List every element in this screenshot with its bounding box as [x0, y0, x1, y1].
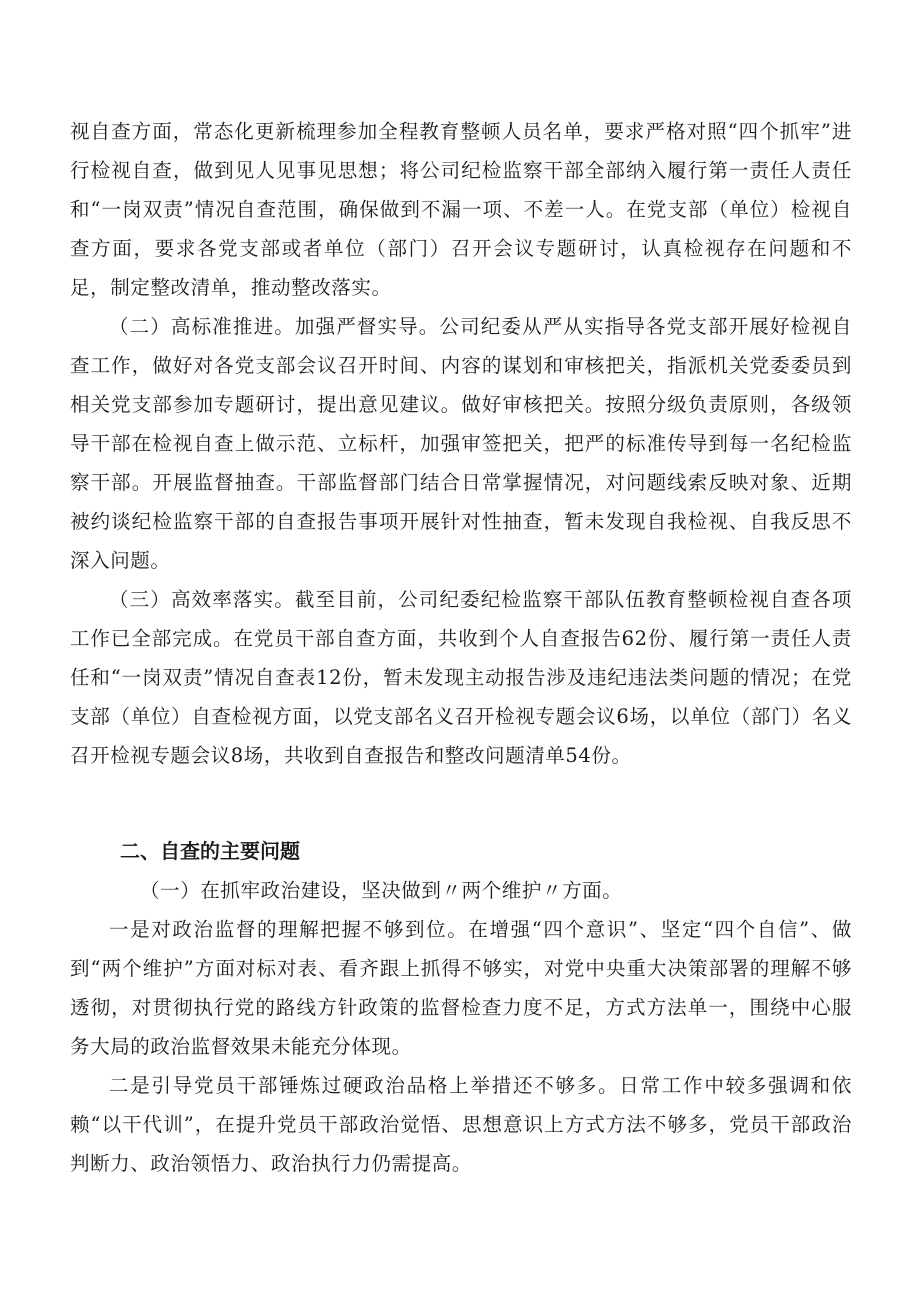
paragraph-political-supervision: 一是对政治监督的理解把握不够到位。在增强“四个意识”、坚定“四个自信”、做到“两个维护”方面对标对表、看齐跟上抓得不够实，对党中央重大决策部署的理解不够透彻，对贯彻执行党的路线方针政策的监督检查力度不足，方式方法单一，围绕中心服务大局的政治监督效果未能充分体现。 — [70, 918, 852, 1058]
section-heading-main-problems: 二、自查的主要问题 — [120, 839, 300, 863]
paragraph-self-inspection: 视自查方面，常态化更新梳理参加全程教育整顿人员名单，要求严格对照“四个抓牢”进行检视自查，做到见人见事见思想；将公司纪检监察干部全部纳入履行第一责任人责任和“一岗双责”情况自查范围，确保做到不漏一项、不差一人。在党支部（单位）检视自查方面，要求各党支部或者单位（部门）召开会议专题研讨，认真检视存在问题和不足，制定整改清单，推动整改落实。 — [70, 120, 852, 299]
paragraph-high-efficiency: （三）高效率落实。截至目前，公司纪委纪检监察干部队伍教育整顿检视自查各项工作已全部完成。在党员干部自查方面，共收到个人自查报告62份、履行第一责任人责任和“一岗双责”情况自查表12份，暂未发现主动报告涉及违纪违法类问题的情况；在党支部（单位）自查检视方面，以党支部名义召开检视专题会议6场，以单位（部门）名义召开检视专题会议8场，共收到自查报告和整改问题清单54份。 — [70, 588, 852, 767]
subheading-political-building: （一）在抓牢政治建设，坚决做到〃两个维护〃方面。 — [140, 879, 623, 902]
paragraph-political-character: 二是引导党员干部锤炼过硬政治品格上举措还不够多。日常工作中较多强调和依赖“以干代训”，在提升党员干部政治觉悟、思想意识上方式方法不够多，党员干部政治判断力、政治领悟力、政治执行力仍需提高。 — [70, 1074, 852, 1175]
paragraph-high-standard: （二）高标准推进。加强严督实导。公司纪委从严从实指导各党支部开展好检视自查工作，做好对各党支部会议召开时间、内容的谋划和审核把关，指派机关党委委员到相关党支部参加专题研讨，提出意见建议。做好审核把关。按照分级负责原则，各级领导干部在检视自查上做示范、立标杆，加强审签把关，把严的标准传导到每一名纪检监察干部。开展监督抽查。干部监督部门结合日常掌握情况，对问题线索反映对象、近期被约谈纪检监察干部的自查报告事项开展针对性抽查，暂未发现自我检视、自我反思不深入问题。 — [70, 315, 852, 572]
